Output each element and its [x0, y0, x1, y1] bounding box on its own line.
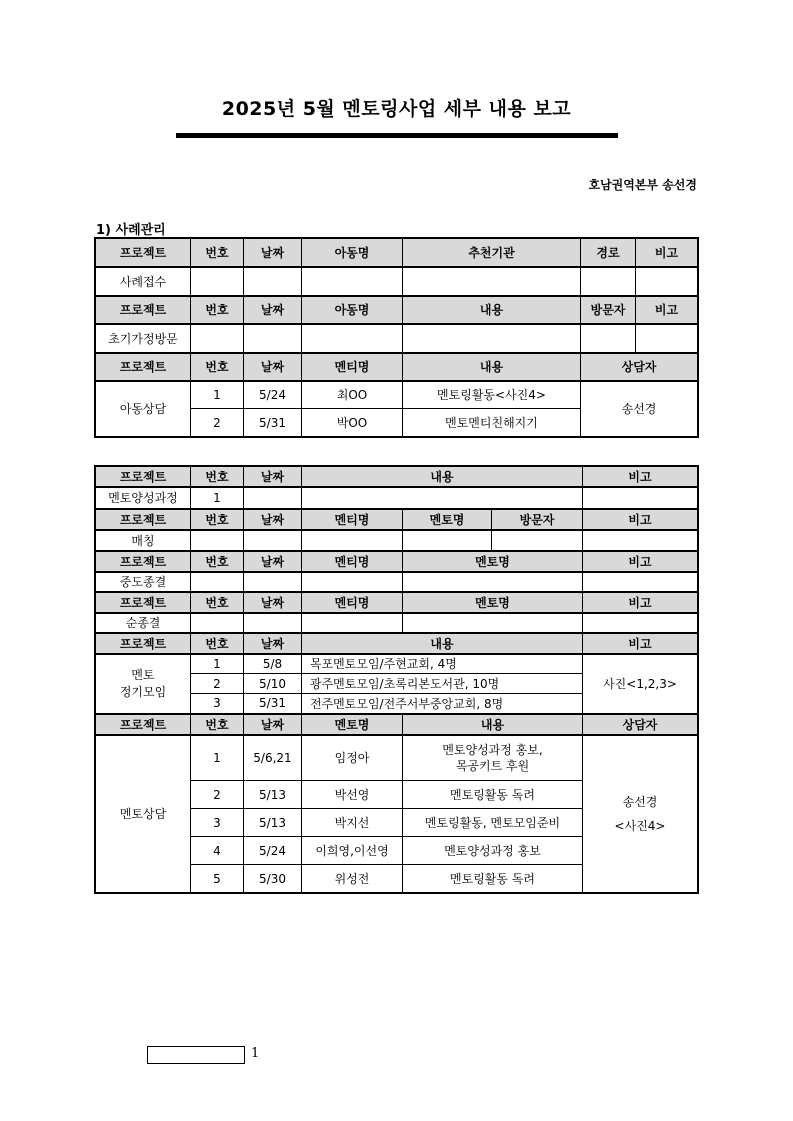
number-cell: 5: [191, 865, 244, 893]
header-cell: 추천기관: [403, 239, 581, 267]
counselor-cell: [583, 735, 698, 893]
header-cell: 멘토명: [403, 592, 583, 613]
header-cell: 날짜: [244, 592, 302, 613]
header-cell: 번호: [191, 353, 244, 381]
mentor-management-table: [95, 466, 698, 893]
number-cell: 3: [191, 809, 244, 837]
content-cell: 멘토링활동<사진4>: [403, 381, 581, 409]
project-cell: 멘토상담: [96, 735, 191, 893]
date-cell: 5/24: [244, 837, 302, 865]
date-cell: 5/31: [244, 409, 302, 437]
table-row: [96, 572, 698, 592]
header-cell: 프로젝트: [96, 592, 191, 613]
header-cell: 프로젝트: [96, 714, 191, 735]
content-cell: 멘토링활동, 멘토모임준비: [403, 809, 583, 837]
header-cell: 멘토명: [403, 551, 583, 572]
header-cell: 멘티명: [302, 551, 403, 572]
number-cell: 1: [191, 735, 244, 781]
header-cell: 프로젝트: [96, 509, 191, 530]
counselor-line: 송선경: [622, 794, 658, 809]
header-cell: 내용: [302, 467, 583, 487]
number-cell: 4: [191, 837, 244, 865]
date-cell: 5/13: [244, 781, 302, 809]
header-cell: 내용: [403, 296, 581, 324]
header-cell: 번호: [191, 714, 244, 735]
header-cell: 멘토명: [302, 714, 403, 735]
name-cell: 박OO: [302, 409, 403, 437]
project-cell: 아동상담: [96, 381, 191, 437]
note-cell: 사진<1,2,3>: [583, 654, 698, 714]
table-header-row: [96, 353, 698, 381]
header-cell: 프로젝트: [96, 551, 191, 572]
counselor-line: <사진4>: [614, 818, 666, 833]
content-cell: [403, 735, 583, 781]
header-cell: 방문자: [581, 296, 636, 324]
header-cell: 비고: [583, 467, 698, 487]
header-cell: 번호: [191, 296, 244, 324]
table-row: [96, 654, 698, 674]
content-line: 멘토양성과정 홍보,: [442, 742, 543, 757]
name-cell: 이희영,이선영: [302, 837, 403, 865]
header-cell: 내용: [302, 633, 583, 654]
title-underline: [176, 133, 618, 138]
name-cell: 임정아: [302, 735, 403, 781]
number-cell: 1: [191, 487, 244, 509]
table-row: [96, 735, 698, 781]
header-cell: 날짜: [244, 633, 302, 654]
table-header-row: [96, 467, 698, 487]
project-label-line: 정기모임: [119, 684, 167, 699]
content-cell: 멘토링활동 독려: [403, 865, 583, 893]
header-cell: 프로젝트: [96, 633, 191, 654]
table-row: [96, 487, 698, 509]
header-cell: 번호: [191, 592, 244, 613]
header-cell: 날짜: [244, 509, 302, 530]
project-cell: 멘토양성과정: [96, 487, 191, 509]
author-line: 호남권역본부 송선경: [588, 178, 697, 192]
header-cell: 날짜: [244, 353, 302, 381]
project-cell: 순종결: [96, 613, 191, 633]
header-cell: 내용: [403, 353, 581, 381]
header-cell: 날짜: [244, 296, 302, 324]
date-cell: 5/8: [244, 654, 302, 674]
header-cell: 프로젝트: [96, 353, 191, 381]
number-cell: 2: [191, 781, 244, 809]
date-cell: 5/10: [244, 674, 302, 694]
header-cell: 날짜: [244, 714, 302, 735]
header-cell: 프로젝트: [96, 296, 191, 324]
header-cell: 프로젝트: [96, 239, 191, 267]
header-cell: 상담자: [581, 353, 698, 381]
table-header-row: [96, 296, 698, 324]
content-line: 목공키트 후원: [455, 758, 530, 773]
header-cell: 날짜: [244, 239, 302, 267]
header-cell: 멘티명: [302, 592, 403, 613]
table-row: [96, 324, 698, 353]
header-cell: 비고: [636, 296, 698, 324]
case-management-table: [95, 238, 698, 437]
project-cell: 중도종결: [96, 572, 191, 592]
header-cell: 비고: [583, 551, 698, 572]
number-cell: 2: [191, 674, 244, 694]
table-row: [96, 530, 698, 551]
page-number: 1: [251, 1046, 260, 1061]
number-cell: 3: [191, 694, 244, 714]
table-header-row: [96, 592, 698, 613]
header-cell: 번호: [191, 467, 244, 487]
document-title: 2025년 5월 멘토링사업 세부 내용 보고: [221, 98, 572, 120]
content-cell: 목포멘토모임/주현교회, 4명: [302, 654, 583, 674]
header-cell: 내용: [403, 714, 583, 735]
date-cell: 5/31: [244, 694, 302, 714]
date-cell: 5/13: [244, 809, 302, 837]
header-cell: 번호: [191, 239, 244, 267]
header-cell: 경로: [581, 239, 636, 267]
number-cell: 2: [191, 409, 244, 437]
date-cell: 5/30: [244, 865, 302, 893]
header-cell: 방문자: [492, 509, 583, 530]
table-header-row: [96, 633, 698, 654]
header-cell: 날짜: [244, 467, 302, 487]
content-cell: 멘토양성과정 홍보: [403, 837, 583, 865]
name-cell: 최OO: [302, 381, 403, 409]
header-cell: 프로젝트: [96, 467, 191, 487]
project-cell: 매칭: [96, 530, 191, 551]
table-header-row: [96, 509, 698, 530]
header-cell: 번호: [191, 551, 244, 572]
name-cell: 위성전: [302, 865, 403, 893]
footer-box: [147, 1046, 245, 1064]
project-cell: 사례접수: [96, 267, 191, 296]
table-row: [96, 613, 698, 633]
header-cell: 번호: [191, 509, 244, 530]
content-cell: 멘토링활동 독려: [403, 781, 583, 809]
name-cell: 박지선: [302, 809, 403, 837]
project-cell: 초기가정방문: [96, 324, 191, 353]
date-cell: 5/24: [244, 381, 302, 409]
table-header-row: [96, 551, 698, 572]
header-cell: 비고: [583, 633, 698, 654]
project-cell: [96, 654, 191, 714]
table-header-row: [96, 714, 698, 735]
section-heading: 1) 사례관리: [96, 223, 166, 238]
header-cell: 상담자: [583, 714, 698, 735]
project-label-line: 멘토: [131, 668, 155, 683]
table-row: [96, 381, 698, 409]
number-cell: 1: [191, 381, 244, 409]
content-cell: 광주멘토모임/초록리본도서관, 10명: [302, 674, 583, 694]
name-cell: 박선영: [302, 781, 403, 809]
table-header-row: [96, 239, 698, 267]
table-row: [96, 267, 698, 296]
header-cell: 비고: [583, 509, 698, 530]
header-cell: 멘티명: [302, 509, 403, 530]
header-cell: 날짜: [244, 551, 302, 572]
header-cell: 멘토명: [403, 509, 492, 530]
content-cell: 멘토멘티친해지기: [403, 409, 581, 437]
header-cell: 멘티명: [302, 353, 403, 381]
header-cell: 번호: [191, 633, 244, 654]
date-cell: 5/6,21: [244, 735, 302, 781]
content-cell: 전주멘토모임/전주서부중앙교회, 8명: [302, 694, 583, 714]
counselor-cell: 송선경: [581, 381, 698, 437]
header-cell: 아동명: [302, 296, 403, 324]
number-cell: 1: [191, 654, 244, 674]
header-cell: 비고: [583, 592, 698, 613]
header-cell: 아동명: [302, 239, 403, 267]
header-cell: 비고: [636, 239, 698, 267]
